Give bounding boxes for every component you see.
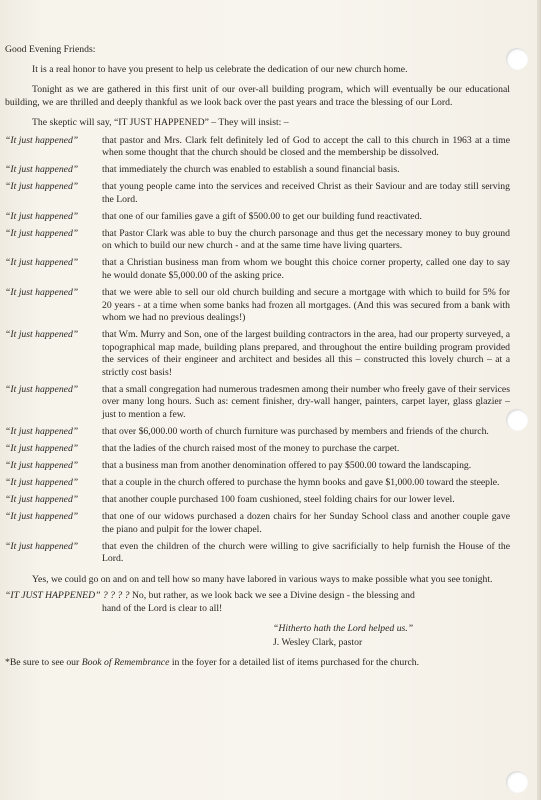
entry-text: that one of our families gave a gift of $500.00 to get our building fund reactivated. bbox=[102, 210, 422, 222]
entry-text: that another couple purchased 100 foam cushioned, steel folding chairs for our lower level. bbox=[102, 494, 455, 506]
entry-label: “It just happened” bbox=[5, 227, 79, 239]
entry-label: “It just happened” bbox=[5, 257, 79, 269]
paragraph-honor: It is a real honor to have you present to help us celebrate the dedication of our new church home. bbox=[32, 63, 408, 75]
closing-paragraph: Yes, we could go on and on and tell how so many have labored in various ways to make possible what you see tonight. bbox=[32, 573, 493, 585]
binder-hole-icon bbox=[506, 48, 528, 70]
footnote bbox=[5, 657, 510, 670]
list-item bbox=[5, 164, 510, 177]
skeptic-line: The skeptic will say, “IT JUST HAPPENED” – They will insist: – bbox=[32, 117, 289, 128]
letter-body bbox=[5, 44, 510, 670]
list-item bbox=[5, 460, 510, 473]
list-item bbox=[5, 287, 510, 325]
entry-label: “It just happened” bbox=[5, 287, 79, 299]
final-label: “IT JUST HAPPENED” ? ? ? ? bbox=[5, 590, 130, 602]
entry-text: that immediately the church was enabled to establish a sound financial basis. bbox=[102, 164, 400, 176]
entry-text: that Pastor Clark was able to buy the church parsonage and thus get the necessary money to buy ground on which to build our new church - and at the same time have living quarters. bbox=[102, 227, 510, 252]
entry-label: “It just happened” bbox=[5, 181, 79, 193]
list-item bbox=[5, 228, 510, 253]
entry-label: “It just happened” bbox=[5, 164, 79, 176]
paragraph-tonight: Tonight as we are gathered in this first unit of our over-all building program, which will eventually be our educational building, we are thrilled and deeply thankful as we look back over the past years and trace the blessing of our Lord. bbox=[5, 84, 510, 108]
page-edge bbox=[537, 0, 541, 800]
entry-text: that over $6,000.00 worth of church furniture was purchased by members and friends of the church. bbox=[102, 425, 489, 437]
final-text: No, but rather, as we look back we see a Divine design - the blessing and bbox=[129, 590, 415, 602]
entry-text: that a small congregation had numerous tradesmen among their number who freely gave of their services over many long hours. Such as: cement finisher, dry-wall hanger, painters, carpet layer, glass glazier – just to mention a few. bbox=[102, 383, 510, 420]
entry-text: that a business man from another denomination offered to pay $500.00 toward the landscaping. bbox=[102, 460, 472, 472]
list-item bbox=[5, 329, 510, 379]
final-text-line-2: hand of the Lord is clear to all! bbox=[102, 602, 223, 614]
list-item bbox=[5, 257, 510, 282]
greeting: Good Evening Friends: bbox=[5, 44, 96, 55]
entry-label: “It just happened” bbox=[5, 477, 79, 489]
list-item bbox=[5, 135, 510, 160]
entry-label: “It just happened” bbox=[5, 210, 79, 222]
entry-text: that one of our widows purchased a dozen chairs for her Sunday School class and another couple gave the piano and pulpit for the lower chapel. bbox=[102, 511, 510, 535]
entry-text: that young people came into the services and received Christ as their Saviour and are today still serving the Lord. bbox=[102, 181, 510, 205]
entry-label: “It just happened” bbox=[5, 134, 79, 146]
list-item bbox=[5, 181, 510, 206]
list-item bbox=[5, 211, 510, 224]
entry-text: that Wm. Murry and Son, one of the largest building contractors in the area, had our property surveyed, a topographical map made, building plans prepared, and throughout the entire building program provided the services of their engineer and architect and besides all this – constructed this lovely church – at a strictly cost basis! bbox=[102, 329, 510, 378]
entry-label: “It just happened” bbox=[5, 425, 79, 437]
it-just-happened-list bbox=[5, 135, 510, 566]
entry-text: that we were able to sell our old church building and secure a mortgage with which to build for 5% for 20 years - at a time when some banks had frozen all mortgages. (And this was secured from a bank with whom we had no previous dealings!) bbox=[102, 287, 510, 324]
entry-text: that the ladies of the church raised most of the money to purchase the carpet. bbox=[102, 442, 400, 454]
binder-hole-icon bbox=[506, 771, 528, 793]
entry-text: that even the children of the church were willing to give sacrificially to help furnish the House of the Lord. bbox=[102, 540, 510, 565]
entry-label: “It just happened” bbox=[5, 494, 79, 506]
final-statement bbox=[5, 590, 510, 615]
signature: J. Wesley Clark, pastor bbox=[273, 636, 363, 648]
list-item bbox=[5, 541, 510, 566]
list-item bbox=[5, 477, 510, 490]
footnote-book-title: Book of Remembrance bbox=[81, 657, 170, 669]
scripture-quote: “Hitherto hath the Lord helped us.” bbox=[273, 623, 414, 635]
list-item bbox=[5, 426, 510, 439]
list-item bbox=[5, 443, 510, 456]
list-item bbox=[5, 494, 510, 507]
entry-label: “It just happened” bbox=[5, 442, 79, 454]
entry-text: that a couple in the church offered to purchase the hymn books and gave $1,000.00 toward the steeple. bbox=[102, 477, 500, 489]
entry-label: “It just happened” bbox=[5, 383, 79, 395]
footnote-post: in the foyer for a detailed list of items purchased for the church. bbox=[169, 657, 420, 669]
entry-text: that a Christian business man from whom we bought this choice corner property, called one day to say he would donate $5,000.00 of the asking price. bbox=[102, 257, 510, 281]
footnote-pre: *Be sure to see our bbox=[5, 657, 82, 669]
list-item bbox=[5, 511, 510, 536]
list-item bbox=[5, 384, 510, 422]
entry-label: “It just happened” bbox=[5, 540, 79, 552]
entry-label: “It just happened” bbox=[5, 511, 79, 523]
entry-text: that pastor and Mrs. Clark felt definitely led of God to accept the call to this church in 1963 at a time when some thought that the church should be closed and the membership be dissolved. bbox=[102, 134, 510, 158]
entry-label: “It just happened” bbox=[5, 460, 79, 472]
entry-label: “It just happened” bbox=[5, 329, 79, 341]
signature-block bbox=[273, 623, 510, 649]
binder-hole-icon bbox=[506, 409, 528, 431]
